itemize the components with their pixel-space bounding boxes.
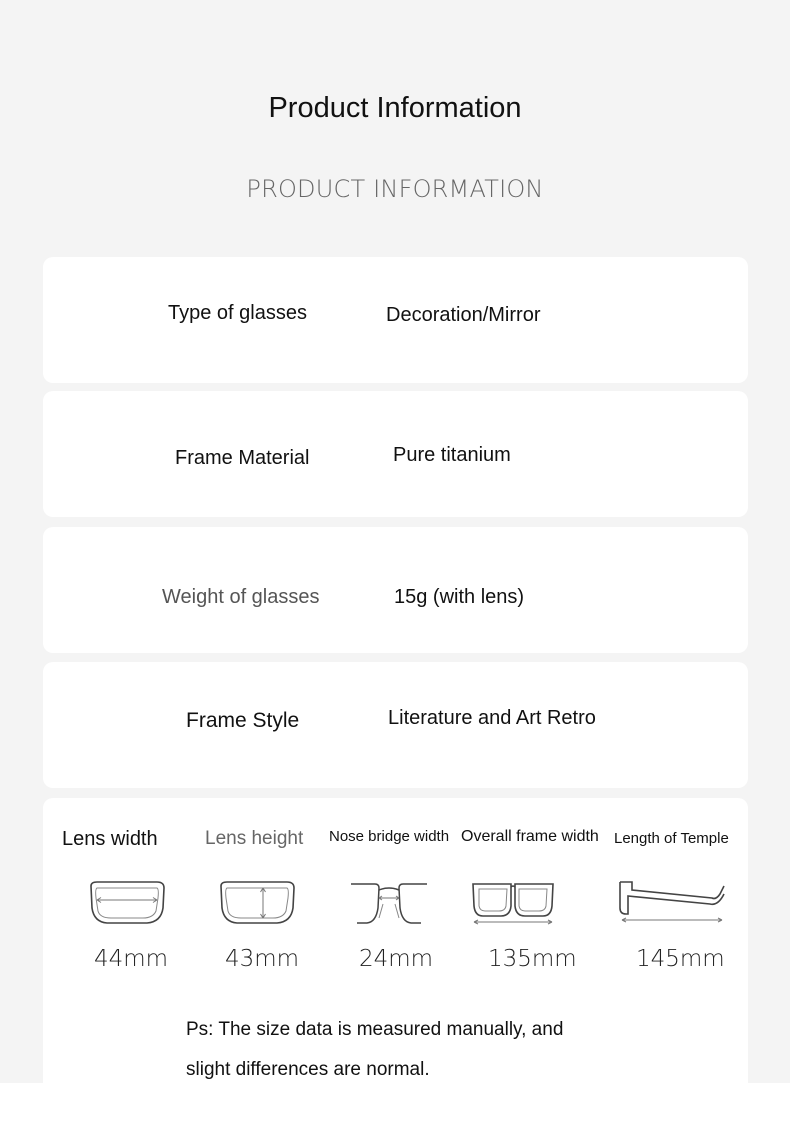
spec-card-material (43, 391, 748, 517)
nose-bridge-icon (349, 878, 429, 928)
size-header-nose-bridge: Nose bridge width (329, 828, 450, 845)
spec-value-type: Decoration/Mirror (386, 304, 541, 326)
temple-length-icon (616, 876, 728, 926)
size-header-frame-width: Overall frame width (461, 828, 599, 845)
page-title: Product Information (268, 92, 522, 124)
size-value-nose-bridge: 24mm (359, 946, 434, 972)
spec-card-style (43, 662, 748, 788)
spec-label-weight: Weight of glasses (162, 586, 320, 608)
spec-value-weight: 15g (with lens) (394, 586, 525, 608)
page-subtitle: PRODUCT INFORMATION (246, 175, 544, 203)
size-value-temple-length: 145mm (636, 946, 725, 972)
size-header-lens-width: Lens width (62, 828, 158, 850)
spec-card-weight (43, 527, 748, 653)
size-header-temple-length: Length of Temple (614, 830, 729, 847)
spec-label-style: Frame Style (186, 709, 300, 732)
measurement-note-line2: slight differences are normal. (186, 1059, 430, 1080)
spec-value-material: Pure titanium (393, 444, 511, 466)
spec-value-style: Literature and Art Retro (388, 707, 596, 729)
size-header-lens-height: Lens height (205, 828, 304, 849)
size-value-frame-width: 135mm (488, 946, 577, 972)
spec-label-type: Type of glasses (168, 302, 307, 324)
size-value-lens-width: 44mm (94, 946, 169, 972)
spec-card-type (43, 257, 748, 383)
measurement-note (186, 1010, 563, 1090)
lens-width-icon (87, 878, 167, 928)
frame-width-icon (471, 876, 555, 926)
spec-label-material: Frame Material (175, 447, 310, 469)
measurement-note-line1: Ps: The size data is measured manually, and (186, 1019, 564, 1040)
lens-height-icon (217, 878, 297, 928)
size-value-lens-height: 43mm (225, 946, 300, 972)
